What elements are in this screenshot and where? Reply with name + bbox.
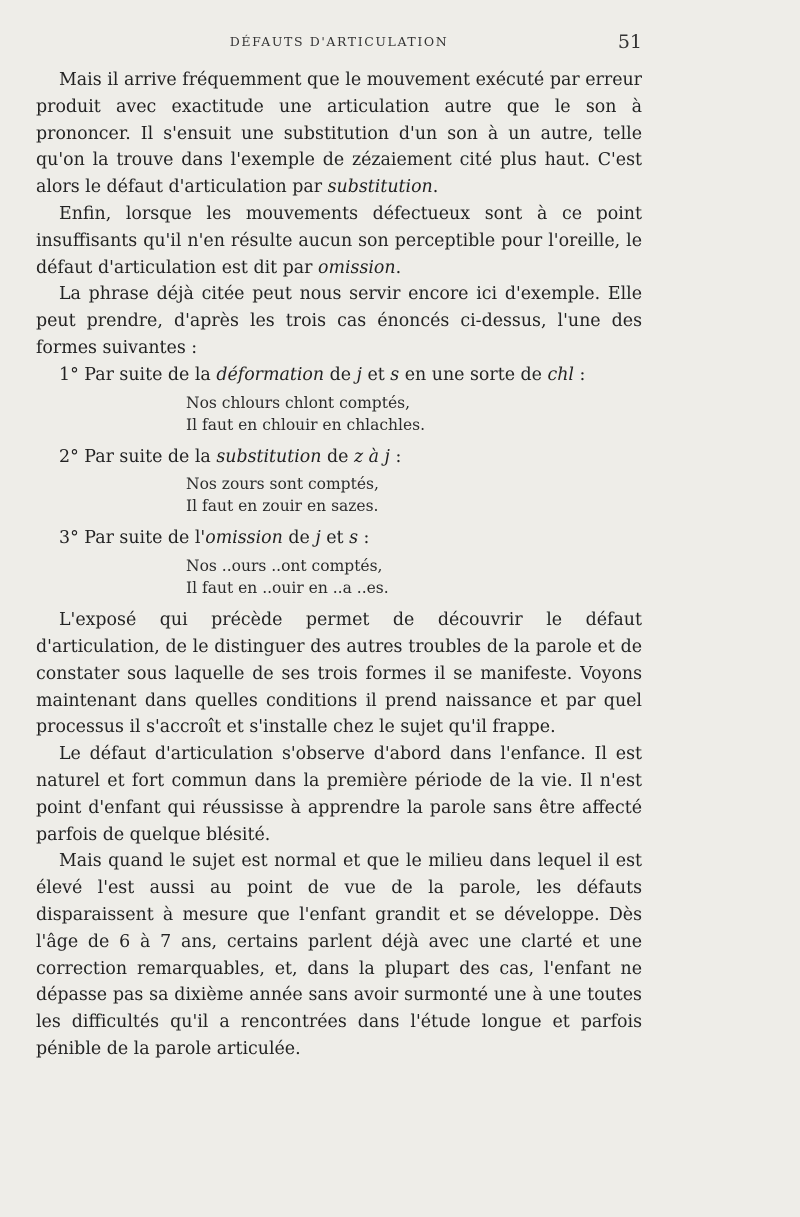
example-verse-omission (186, 555, 642, 599)
italic-letter: s (349, 528, 358, 549)
paragraph-text: . (395, 257, 402, 278)
enum-text: de (324, 364, 357, 385)
italic-term: substitution (327, 177, 433, 198)
paragraph-development: Mais quand le sujet est normal et que le milieu dans lequel il est élevé l'est aussi au point de vue de la parole, les défauts disparaissent à mesure que l'enfant grandit et se développe. Dès l'âge de 6 à 7 ans, certains parlent déjà avec une clarté et une correction remarquables, et, dans la plupart des cas, l'enfant ne dépasse pas sa dixième année sans avoir surmonté une à une toutes les difficultés qu'il a rencontrées dans l'étude longue et parfois pénible de la parole articulée. (36, 851, 642, 1059)
paragraph-omission (36, 201, 642, 281)
verse-line: Nos ..ours ..ont comptés, (186, 557, 383, 576)
verse-line: Nos zours sont comptés, (186, 475, 379, 494)
example-verse-deformation (186, 392, 642, 436)
enum-text: et (361, 364, 391, 385)
example-verse-substitution (186, 473, 642, 517)
italic-letter: chl (547, 364, 574, 385)
paragraph-text: Enfin, lorsque les mouvements défectueux sont à ce point insuffisants qu'il n'en résulte aucun son perceptible pour l'oreille, le défaut d'articulation est dit par (36, 203, 642, 278)
enum-text: 2° Par suite de la (59, 446, 217, 467)
italic-letter: j (315, 528, 321, 549)
enum-text: de (321, 446, 354, 467)
enum-text: 1° Par suite de la (59, 364, 217, 385)
page-number: 51 (617, 31, 642, 53)
enumeration-omission (36, 525, 642, 552)
enum-text: de (282, 528, 316, 549)
enum-text: et (320, 528, 350, 549)
page-header (36, 31, 642, 56)
enumeration-deformation (36, 362, 642, 389)
italic-term: omission (205, 528, 283, 549)
running-title: DÉFAUTS D'ARTICULATION (229, 34, 449, 49)
enum-text: 3° Par suite de l' (59, 528, 206, 549)
italic-term: substitution (216, 446, 322, 467)
italic-letter: z à j (353, 446, 390, 467)
paragraph-childhood: Le défaut d'articulation s'observe d'abord dans l'enfance. Il est naturel et fort commun dans la première période de la vie. Il n'est point d'enfant qui réussisse à apprendre la parole sans être affecté parfois de quelque blésité. (36, 744, 642, 845)
paragraph-example-intro: La phrase déjà citée peut nous servir encore ici d'exemple. Elle peut prendre, d'après les trois cas énoncés ci-dessus, l'une des formes suivantes : (36, 284, 642, 358)
verse-line: Il faut en ..ouir en ..a ..es. (186, 579, 389, 598)
paragraph-exposition: L'exposé qui précède permet de découvrir le défaut d'articulation, de le distinguer des autres troubles de la parole et de constater sous laquelle de ses trois formes il se manifeste. Voyons maintenant dans quelles conditions il prend naissance et par quel processus il s'accroît et s'installe chez le sujet qu'il frappe. (36, 610, 642, 738)
verse-line: Nos chlours chlont comptés, (186, 393, 411, 412)
paragraph-substitution (36, 67, 642, 201)
enumeration-substitution (36, 444, 642, 471)
paragraph-text: Mais il arrive fréquemment que le mouvement exécuté par erreur produit avec exactitude une articulation autre que le son à prononcer. Il s'ensuit une substitution d'un son à un autre, telle qu'on la trouve dans l'exemple de zézaiement cité plus haut. C'est alors le défaut d'articulation par (36, 70, 642, 198)
italic-term: omission (318, 257, 396, 278)
enum-text: en une sorte de (399, 364, 548, 385)
italic-term: déformation (216, 364, 325, 385)
italic-letter: j (356, 364, 362, 385)
body-text (36, 67, 642, 1063)
italic-letter: s (390, 364, 400, 385)
verse-line: Il faut en chlouir en chlachles. (186, 415, 426, 434)
verse-line: Il faut en zouir en sazes. (186, 497, 379, 516)
enum-text: : (358, 528, 370, 549)
enum-text: : (389, 446, 402, 467)
enum-text: : (574, 364, 586, 385)
paragraph-text: . (432, 177, 439, 198)
